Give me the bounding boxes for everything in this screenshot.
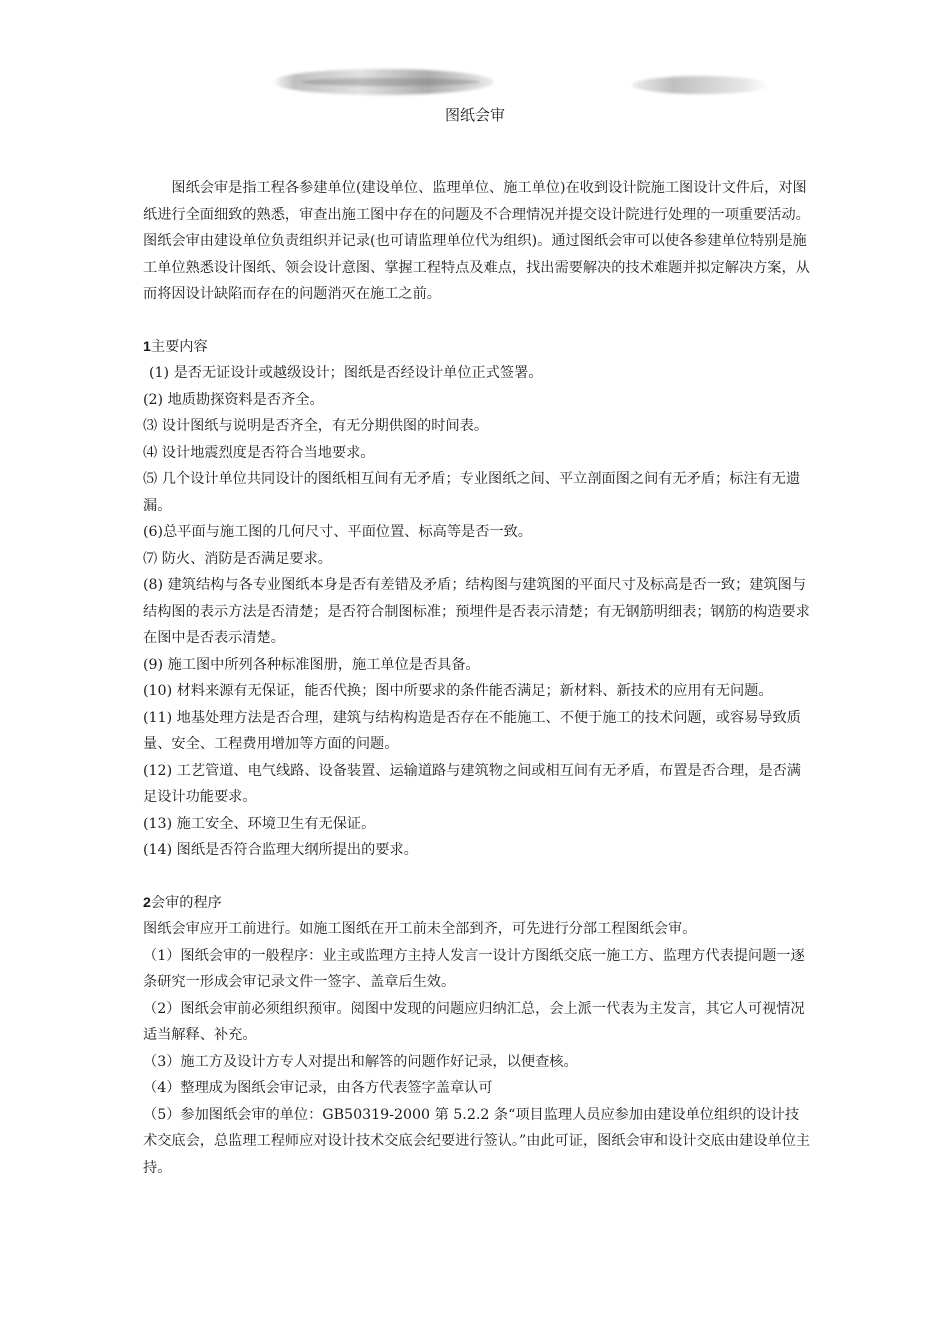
section-2-item: （1）图纸会审的一般程序：业主或监理方主持人发言一设计方图纸交底一施工方、监理方代表提问题一逐条研究一形成会审记录文件一签字、盖章后生效。: [143, 947, 805, 990]
section-2-lead: 图纸会审应开工前进行。如施工图纸在开工前未全部到齐，可先进行分部工程图纸会审。: [143, 921, 697, 937]
section-2-item: （2）图纸会审前必须组织预审。阅图中发现的问题应归纳汇总，会上派一代表为主发言，其它人可视情况适当解释、补充。: [143, 1000, 805, 1043]
section-1-item: ⑷ 设计地震烈度是否符合当地要求。: [143, 444, 375, 461]
section-1-item: ⑸ 几个设计单位共同设计的图纸相互间有无矛盾；专业图纸之间、平立剖面图之间有无矛盾；标注有无遗漏。: [143, 471, 801, 514]
spacer: [143, 864, 813, 890]
section-1-title: 主要内容: [150, 338, 208, 355]
section-1-item: (6)总平面与施工图的几何尺寸、平面位置、标高等是否一致。: [143, 524, 532, 540]
section-1-item: (8) 建筑结构与各专业图纸本身是否有差错及矛盾；结构图与建筑图的平面尺寸及标高是否一致；建筑图与结构图的表示方法是否清楚；是否符合制图标准；预埋件是否表示清楚；有无钢筋明细表；钢筋的构造要求在图中是否表示清楚。: [143, 577, 810, 646]
section-2-number: 2: [143, 894, 151, 911]
section-1-item: (9) 施工图中所列各种标准图册，施工单位是否具备。: [143, 656, 480, 673]
section-1-item: (14) 图纸是否符合监理大纲所提出的要求。: [143, 842, 418, 858]
section-2-heading: [143, 890, 813, 917]
intro-paragraph: 图纸会审是指工程各参建单位(建设单位、监理单位、施工单位)在收到设计院施工图设计文件后，对图纸进行全面细致的熟悉，审查出施工图中存在的问题及不合理情况并提交设计院进行处理的一项重要活动。图纸会审由建设单位负责组织并记录(也可请监理单位代为组织)。通过图纸会审可以使各参建单位特别是施工单位熟悉设计图纸、领会设计意图、掌握工程特点及难点，找出需要解决的技术难题并拟定解决方案，从而将因设计缺陷而存在的问题消灭在施工之前。: [143, 180, 810, 302]
section-1-item: (11) 地基处理方法是否合理，建筑与结构构造是否存在不能施工、不便于施工的技术问题，或容易导致质量、安全、工程费用增加等方面的问题。: [143, 709, 801, 752]
section-1-item: (12) 工艺管道、电气线路、设备装置、运输道路与建筑物之间或相互间有无矛盾，布置是否合理，是否满足设计功能要求。: [143, 762, 801, 805]
section-2-item: （3）施工方及设计方专人对提出和解答的问题作好记录，以便查核。: [143, 1053, 578, 1070]
section-1-item: (2) 地质勘探资料是否齐全。: [143, 391, 324, 408]
section-1-item: (1) 是否无证设计或越级设计；图纸是否经设计单位正式签署。: [149, 365, 543, 381]
section-1-heading: [143, 334, 813, 361]
section-2-item: （5）参加图纸会审的单位：GB50319-2000 第 5.2.2 条“项目监理人员应参加由建设单位组织的设计技术交底会，总监理工程师应对设计技术交底会纪要进行签认。”由此可证，图纸会审和设计交底由建设单位主持。: [143, 1106, 810, 1176]
section-1-item: (13) 施工安全、环境卫生有无保证。: [143, 815, 376, 832]
section-1-item: (10) 材料来源有无保证，能否代换；图中所要求的条件能否满足；新材料、新技术的应用有无问题。: [143, 683, 773, 699]
section-1-number: 1: [143, 338, 151, 355]
section-1-item: ⑶ 设计图纸与说明是否齐全，有无分期供图的时间表。: [143, 418, 489, 434]
document-title: 图纸会审: [444, 106, 505, 124]
section-1-item: ⑺ 防火、消防是否满足要求。: [143, 550, 332, 567]
document-body: [143, 175, 813, 1181]
section-2-item: （4）整理成为图纸会审记录，由各方代表签字盖章认可: [143, 1080, 493, 1096]
header-brush-stroke-left-inner: [300, 78, 480, 86]
header-brush-stroke-right: [632, 76, 770, 94]
spacer: [143, 308, 813, 334]
section-2-title: 会审的程序: [150, 894, 222, 911]
